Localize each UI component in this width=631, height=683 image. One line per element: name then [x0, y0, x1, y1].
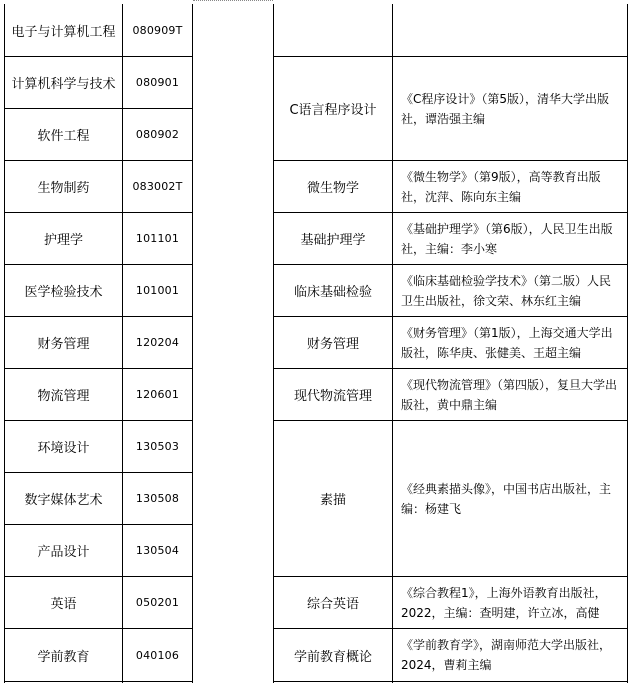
textbook-cell: 《基础护理学》（第6版），人民卫生出版社，主编：李小寒 — [401, 221, 613, 256]
major-cell: 电子与计算机工程 — [11, 24, 116, 40]
major-code-cell: 130508 — [135, 492, 180, 505]
major-cell: 学前教育 — [37, 649, 90, 665]
major-code-cell: 130503 — [135, 440, 180, 453]
textbook-cell: 《C程序设计》（第5版），清华大学出版社，谭浩强主编 — [401, 91, 610, 126]
course-cell: 财务管理 — [306, 337, 359, 352]
major-code-cell: 050201 — [135, 596, 180, 609]
row-divider — [273, 681, 628, 682]
course-cell: 现代物流管理 — [293, 389, 372, 404]
textbook-cell — [393, 4, 627, 56]
textbook-cell: 《临床基础检验学技术》（第二版）人民卫生出版社，徐文荣、林东红主编 — [401, 273, 612, 308]
major-cell: 数字媒体艺术 — [24, 493, 103, 508]
row-divider — [4, 681, 193, 682]
textbook-cell: 《综合教程1》，上海外语教育出版社，2022，主编：查明建，许立冰，高健 — [401, 585, 607, 620]
column-divider — [192, 4, 193, 683]
course-cell: 基础护理学 — [300, 233, 366, 248]
textbook-cell: 《经典素描头像》，中国书店出版社，主编：杨建飞 — [401, 481, 612, 516]
major-code-cell: 080909T — [132, 23, 183, 37]
course-cell: 学前教育概论 — [293, 649, 372, 665]
major-code-cell: 083002T — [132, 180, 183, 193]
major-cell: 软件工程 — [37, 129, 90, 144]
textbook-cell: 《财务管理》（第1版），上海交通大学出版社，陈华庚、张健美、王超主编 — [401, 325, 613, 360]
major-code-cell: 101101 — [135, 232, 180, 245]
top-dotted-edge — [193, 0, 273, 2]
major-code-cell: 080901 — [135, 76, 180, 89]
major-cell: 医学检验技术 — [24, 285, 103, 300]
textbook-cell: 《微生物学》（第9版），高等教育出版社，沈萍、陈向东主编 — [401, 169, 601, 204]
course-cell: C语言程序设计 — [289, 103, 377, 118]
major-code-cell: 101001 — [135, 284, 180, 297]
major-cell: 计算机科学与技术 — [11, 77, 116, 92]
major-code-cell: 120601 — [135, 388, 180, 401]
textbook-cell: 《现代物流管理》（第四版），复旦大学出版社，黄中鼎主编 — [401, 377, 618, 412]
major-code-cell: 040106 — [135, 648, 180, 662]
course-cell: 素描 — [319, 493, 346, 508]
table-border-right — [627, 4, 628, 683]
major-cell: 生物制药 — [37, 181, 90, 196]
major-code-cell: 080902 — [135, 128, 180, 141]
course-cell: 临床基础检验 — [293, 285, 372, 300]
major-cell: 环境设计 — [37, 441, 90, 456]
major-code-cell: 120204 — [135, 336, 180, 349]
major-code-cell: 130504 — [135, 544, 180, 557]
major-cell: 产品设计 — [37, 545, 90, 560]
major-cell: 英语 — [50, 597, 77, 612]
major-cell: 财务管理 — [37, 337, 90, 352]
textbook-cell: 《学前教育学》，湖南师范大学出版社，2024，曹莉主编 — [401, 638, 612, 672]
course-cell: 综合英语 — [306, 597, 359, 612]
course-cell — [274, 4, 392, 56]
major-cell: 护理学 — [43, 233, 83, 248]
major-cell: 物流管理 — [37, 389, 90, 404]
course-cell: 微生物学 — [306, 181, 359, 196]
